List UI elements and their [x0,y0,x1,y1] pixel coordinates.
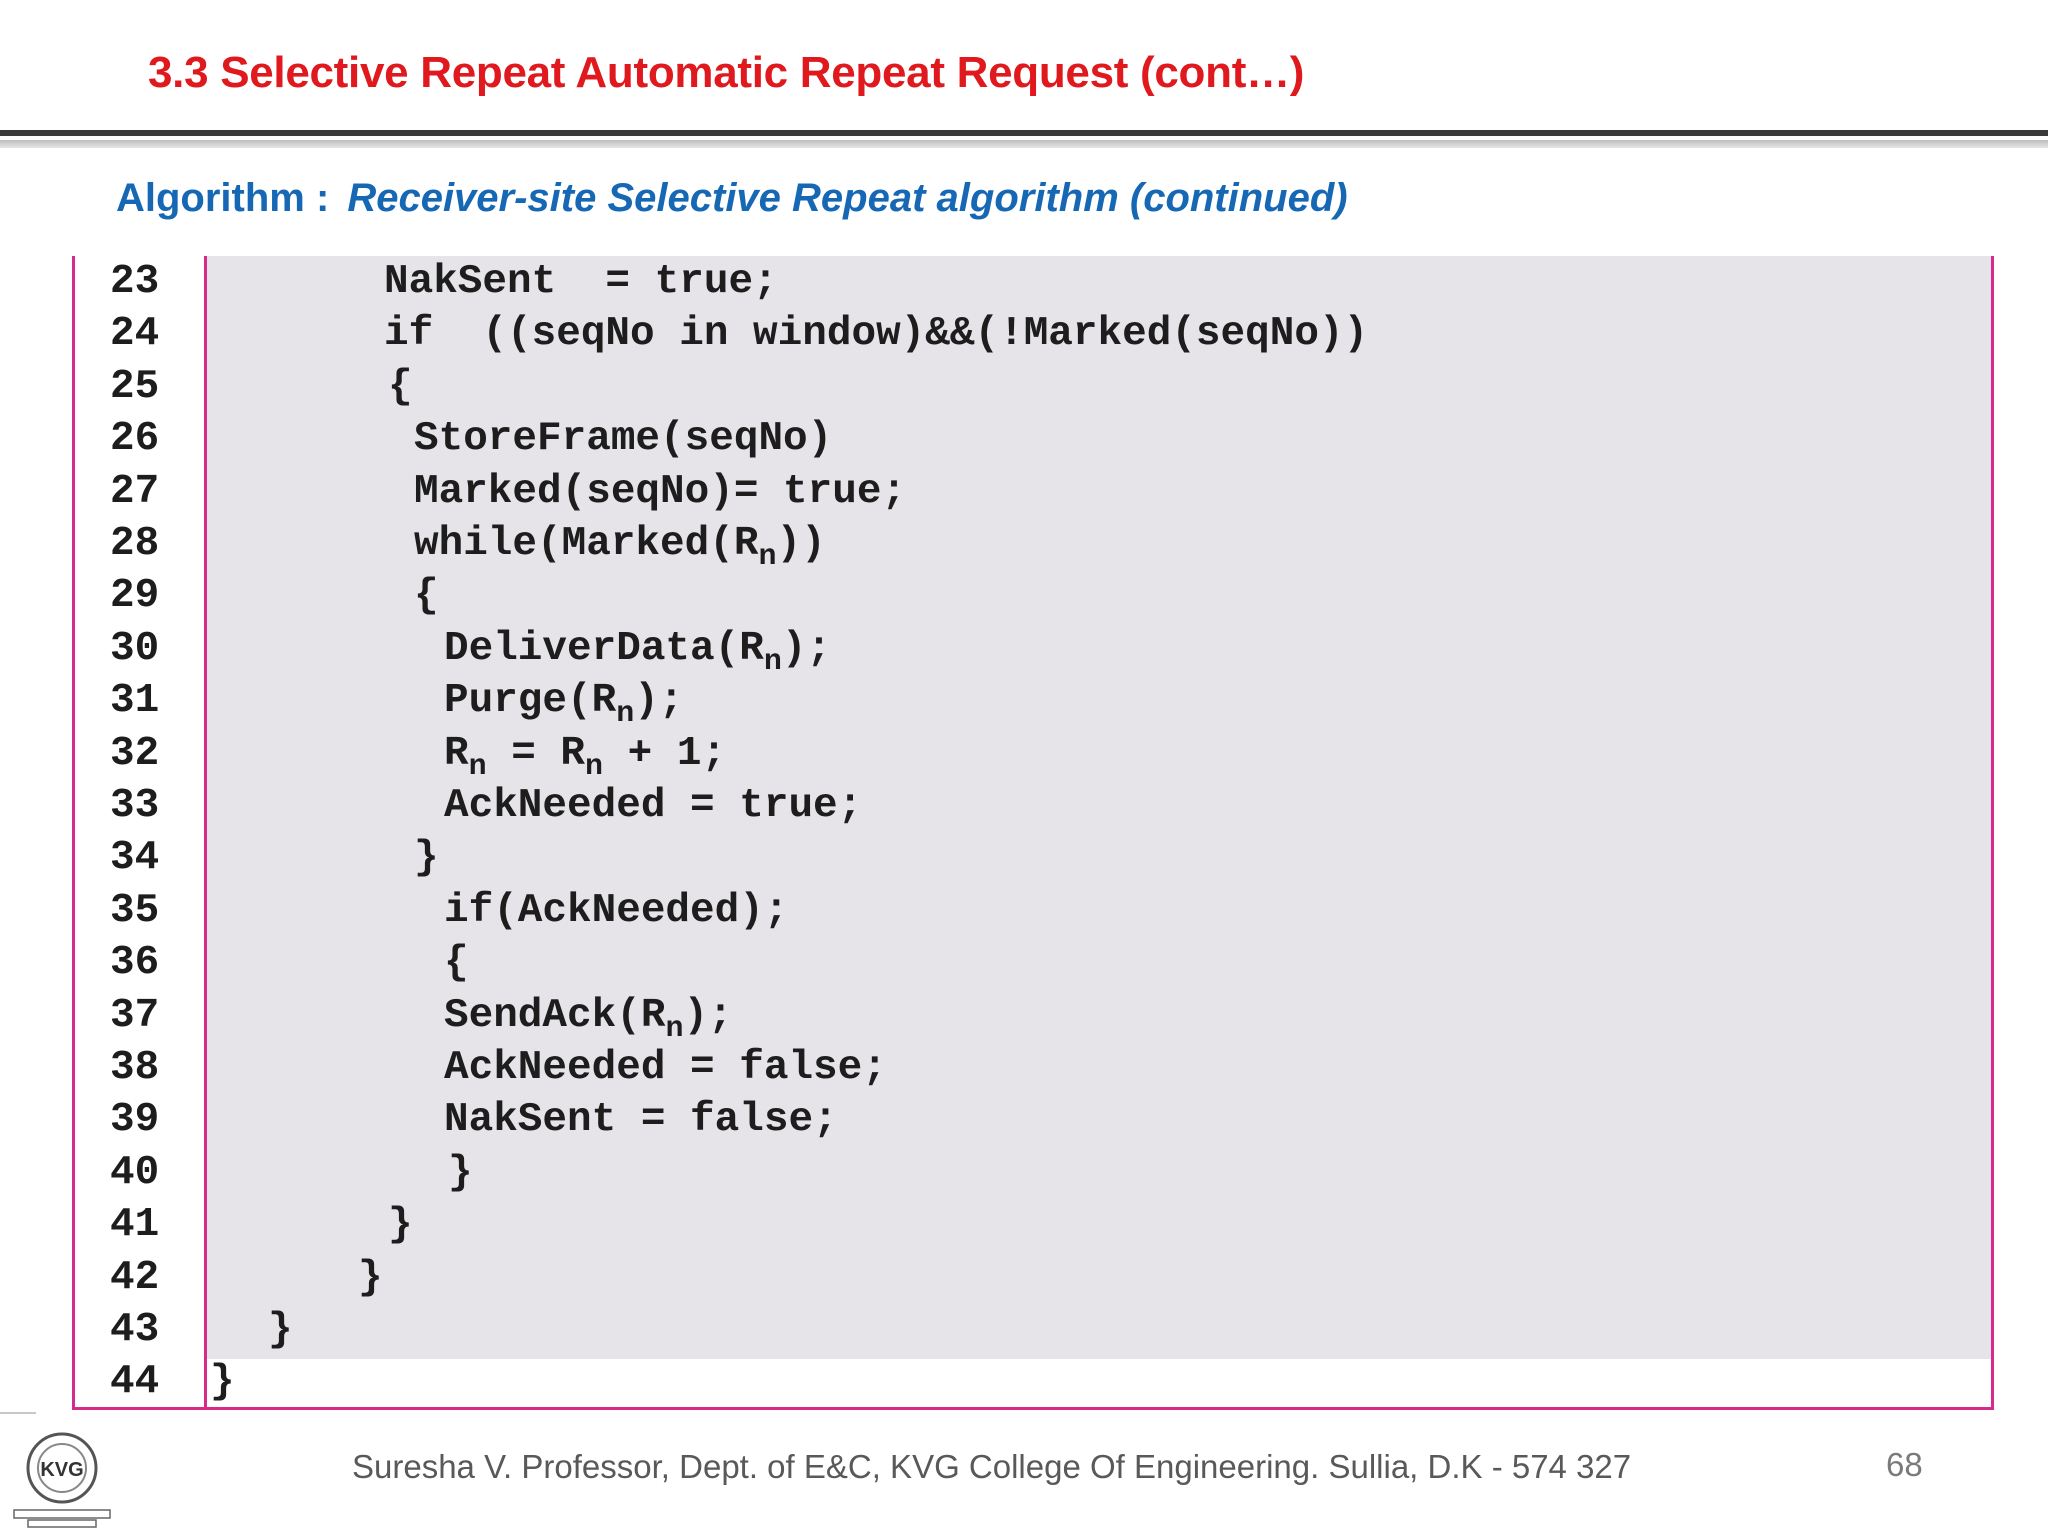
code-line [0,885,2048,937]
code-line [0,1094,2048,1146]
code-text: StoreFrame(seqNo) [414,416,833,463]
footer-text: Suresha V. Professor, Dept. of E&C, KVG College Of Engineering. Sullia, D.K - 574 327 [352,1448,1632,1485]
code-line [0,413,2048,465]
line-number: 32 [110,730,160,777]
code-text: $R_n = R_n + 1$; [444,730,727,784]
line-number: 28 [110,521,160,567]
code-text: NakSent = false; [444,1097,838,1144]
code-text: if(AckNeeded); [444,887,789,934]
code-text: $DeliverData(R_n)$; [444,625,832,679]
slide-title: 3.3 Selective Repeat Automatic Repeat Request (cont…) [148,48,1305,97]
line-number: 33 [110,783,160,829]
code-text: $Purge(R_n)$; [444,678,684,732]
slide-subtitle [116,176,1348,221]
code-line [0,990,2048,1046]
code-line [0,728,2048,784]
line-number: 35 [110,887,160,934]
line-number: 30 [110,625,160,672]
code-line [0,308,2048,360]
subtitle-label: Algorithm : [116,176,330,220]
title-divider-shadow [0,140,2048,148]
code-line [0,1199,2048,1251]
line-number: 42 [110,1254,160,1301]
line-number: 44 [110,1359,160,1406]
code-text: { [414,573,439,620]
code-line [0,1252,2048,1304]
code-text: } [268,1307,293,1353]
code-line [0,570,2048,622]
code-text: } [210,1359,235,1406]
code-line [0,623,2048,679]
line-number: 40 [110,1149,160,1196]
line-number: 39 [110,1097,160,1144]
code-line [0,937,2048,989]
code-text: } [388,1202,413,1249]
code-line [0,1042,2048,1094]
subtitle-text: Receiver-site Selective Repeat algorithm (continued) [347,176,1348,220]
code-text: $SendAck(R_n)$; [444,992,733,1046]
line-number: 26 [110,416,160,463]
code-text: NakSent = true; [384,259,778,305]
line-number: 27 [110,468,160,515]
line-number: 41 [110,1202,160,1249]
title-divider [0,130,2048,136]
code-line [0,675,2048,732]
code-line [0,1356,2048,1408]
code-line [0,361,2048,413]
code-text: { [444,940,469,987]
code-line [0,832,2048,884]
logo-text: KVG [40,1459,84,1481]
code-text: { [388,363,413,410]
code-text: Marked(seqNo)= true; [414,468,907,515]
line-number: 37 [110,992,160,1039]
code-text: AckNeeded = true; [444,783,863,829]
code-line [0,1147,2048,1199]
code-text: if ((seqNo in window)&&(!Marked(seqNo)) [384,311,1369,358]
code-line [0,518,2048,574]
code-text: } [448,1149,473,1196]
line-number: 36 [110,940,160,987]
page-number: 68 [1886,1446,1923,1483]
code-text: $while(Marked(R_n))$ [414,521,826,574]
code-line [0,256,2048,308]
code-line [0,466,2048,518]
footer-line [0,1412,36,1414]
line-number: 29 [110,573,160,620]
code-text: } [358,1254,383,1301]
line-number: 25 [110,363,160,410]
code-text: AckNeeded = false; [444,1045,887,1091]
line-number: 38 [110,1045,160,1091]
line-number: 34 [110,835,160,882]
college-logo-icon [8,1426,116,1530]
code-text: } [414,835,439,882]
line-number: 43 [110,1307,160,1353]
line-number: 23 [110,259,160,305]
code-line [0,780,2048,832]
code-line [0,1304,2048,1356]
line-number: 31 [110,678,160,725]
line-number: 24 [110,311,160,358]
